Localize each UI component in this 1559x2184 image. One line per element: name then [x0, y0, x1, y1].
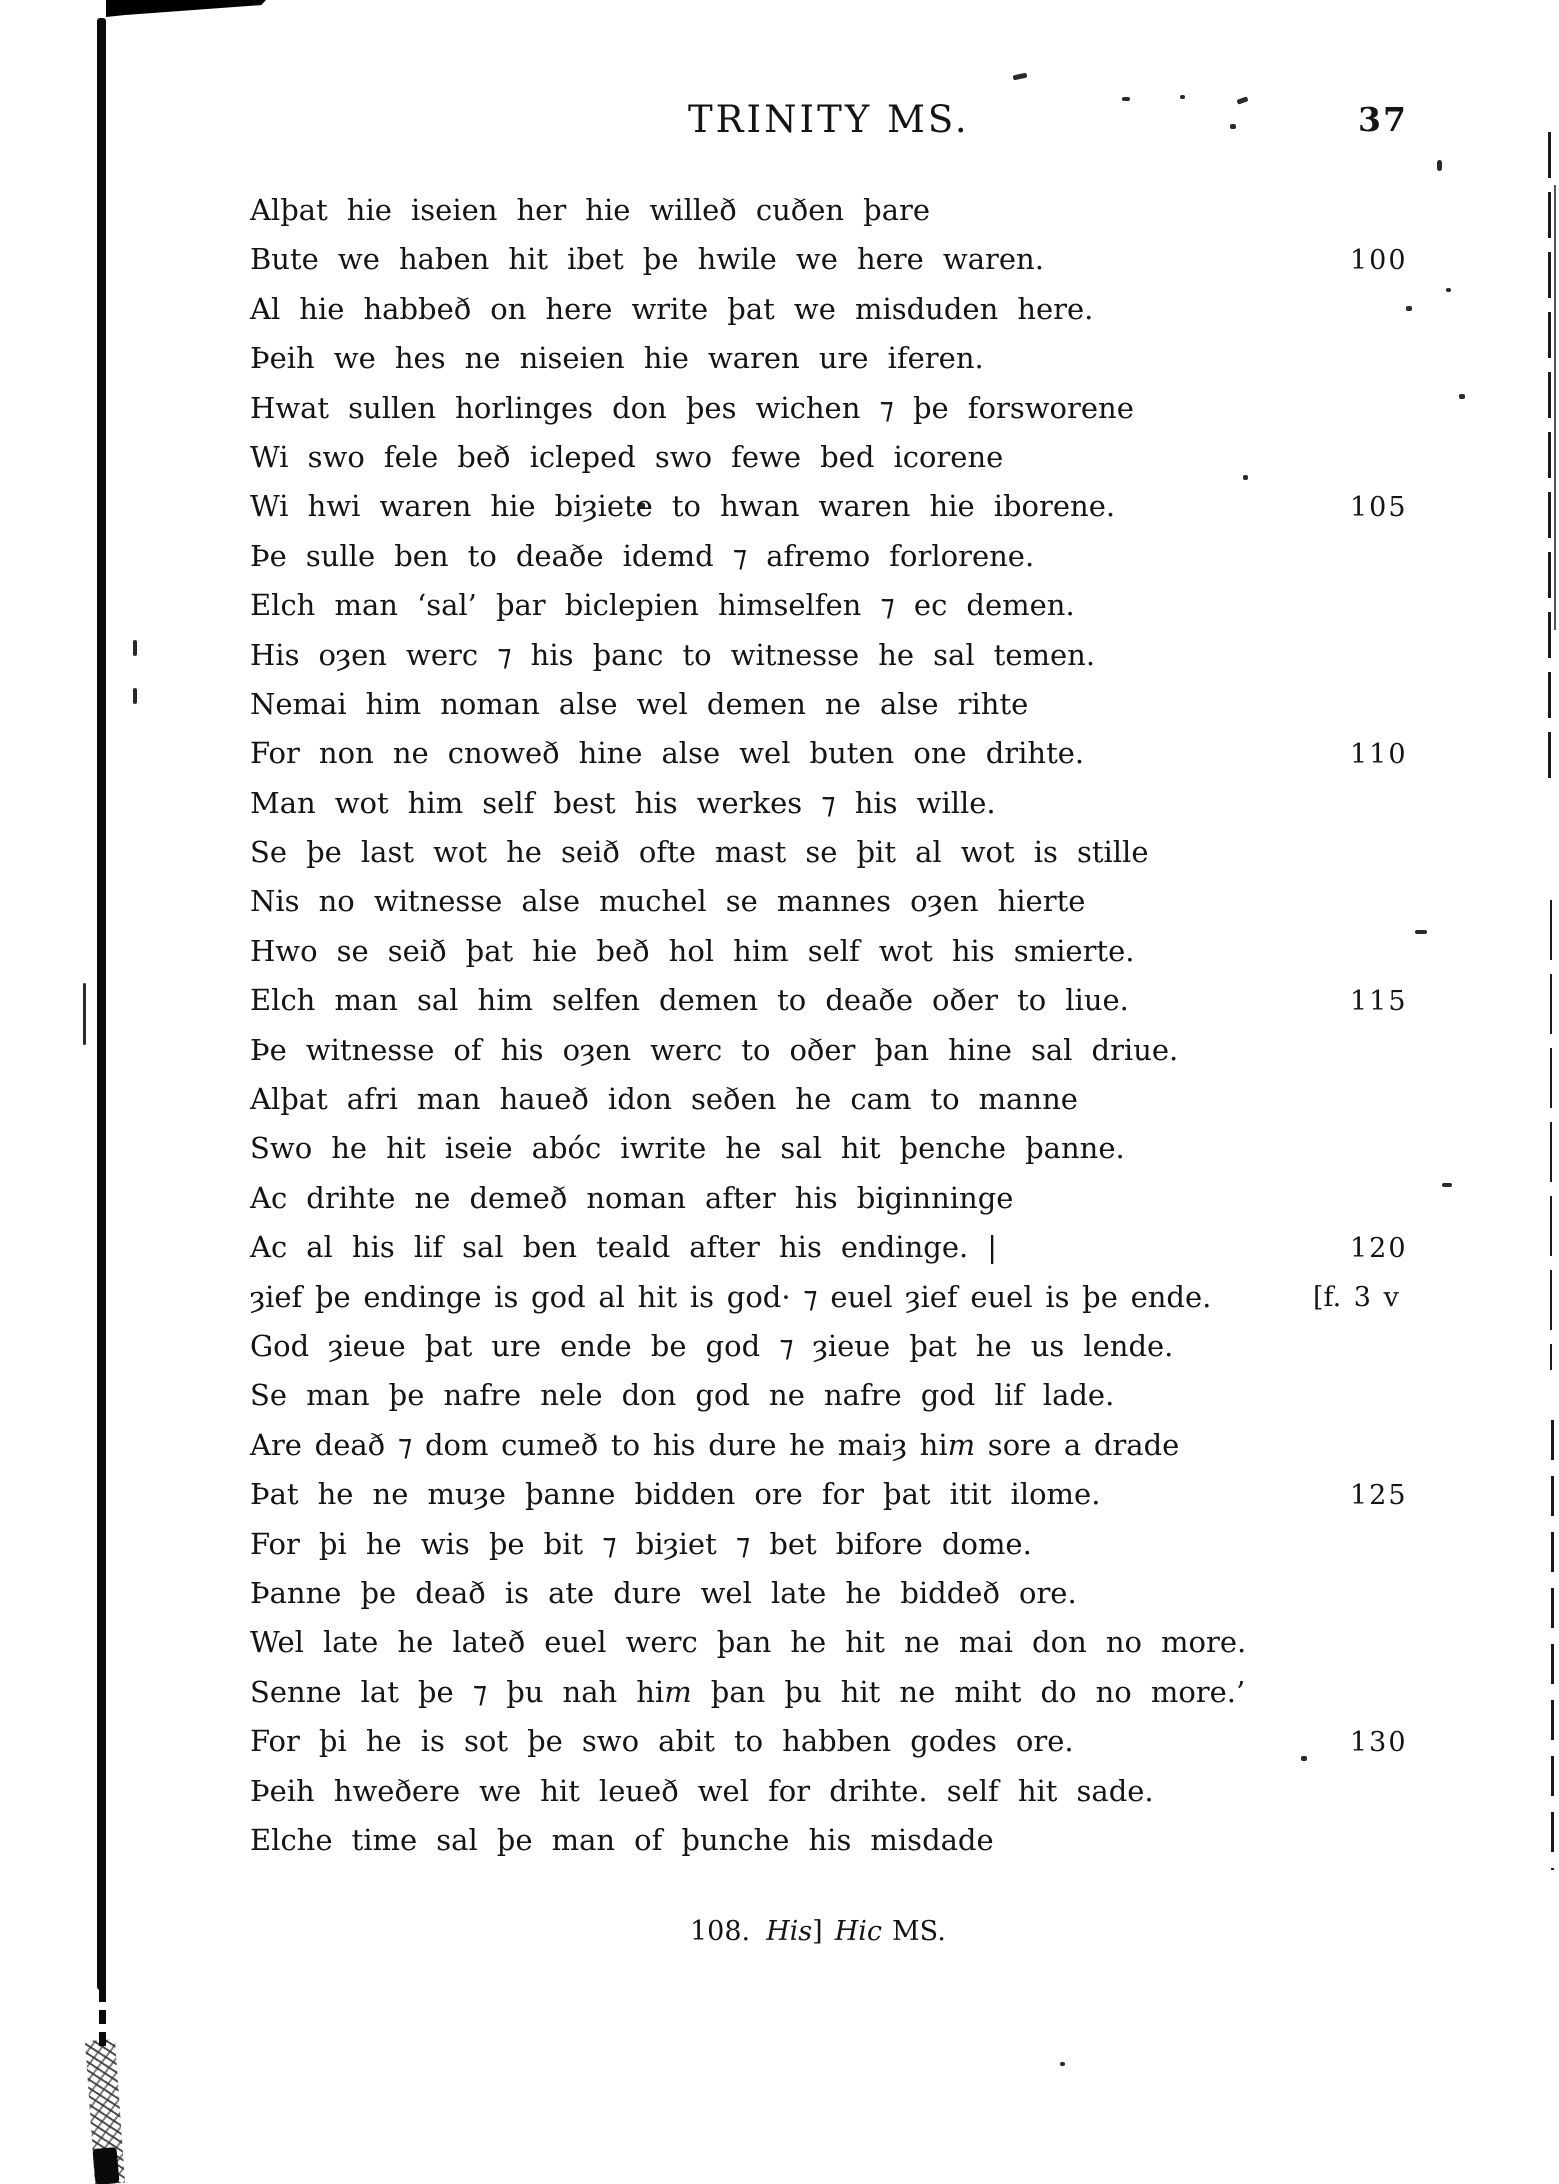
poem-line [250, 729, 1490, 778]
page-edge-line [1550, 900, 1552, 1370]
footnote-siglum: MS. [892, 1916, 946, 1947]
poem-line-text: Nis no witnesse alse muchel se mannes oȝen hierte [250, 884, 1086, 919]
poem-line-text: Ac drihte ne demeð noman after his biginninge [250, 1180, 1014, 1215]
poem-line-text: Þe sulle ben to deaðe idemd ⁊ afremo forlorene. [250, 538, 1035, 573]
poem-line [250, 1767, 1490, 1816]
poem-line [250, 1668, 1490, 1717]
scan-speck [1437, 160, 1442, 171]
poem-line [250, 1075, 1490, 1124]
line-number: 100 [1350, 245, 1408, 277]
line-number: 105 [1350, 492, 1408, 524]
poem-line-text: Wi swo fele beð icleped swo fewe bed icorene [250, 439, 1004, 474]
page-edge-line [1554, 185, 1556, 630]
poem-line-text: Ac al his lif sal ben teald after his endinge. | [250, 1230, 998, 1265]
poem-line [250, 1223, 1490, 1272]
scan-speck [1060, 2062, 1065, 2066]
page-number: 37 [1358, 100, 1408, 139]
poem-line-text [250, 1675, 1245, 1709]
poem-line [250, 1569, 1490, 1618]
poem-line [250, 1124, 1490, 1173]
scan-speck [1122, 97, 1130, 101]
page-edge-line [1551, 1420, 1554, 1870]
poem-line-text: Wi hwi waren hie biȝiete to hwan waren hie iborene. [250, 489, 1116, 524]
poem-line-text: For non ne cnoweð hine alse wel buten one drihte. [250, 736, 1085, 771]
scan-speck [133, 640, 137, 656]
page-title: TRINITY MS. [688, 98, 970, 141]
folio-marker: [f. 3 v [1313, 1281, 1399, 1313]
poem-line [250, 779, 1490, 828]
footnote-line-ref: 108. [690, 1916, 751, 1947]
poem-line-text [250, 1428, 1179, 1462]
line-number: 115 [1350, 986, 1408, 1018]
poem-line-text: Elch man ‘sal’ þar biclepien himselfen ⁊ ec demen. [250, 588, 1075, 623]
poem-line-text: Bute we haben hit ibet þe hwile we here waren. [250, 242, 1044, 277]
scan-speck [1230, 124, 1236, 129]
poem-line-segment: þan þu hit ne miht do no more.’ [691, 1674, 1246, 1709]
poem-line-text: For þi he is sot þe swo abit to habben godes ore. [250, 1724, 1074, 1759]
poem-line [250, 186, 1490, 235]
poem-line-text: Alþat hie iseien her hie willeð cuðen þare [250, 193, 931, 227]
poem-line [250, 334, 1490, 383]
poem-line-text: Elch man sal him selfen demen to deaðe oðer to liue. [250, 983, 1129, 1018]
poem-line-italic-expansion: m [947, 1427, 976, 1462]
scan-gutter-wedge [106, 0, 266, 17]
poem-line-text: His oȝen werc ⁊ his þanc to witnesse he sal temen. [250, 637, 1096, 672]
poem-line [250, 482, 1490, 531]
poem-line-text: Swo he hit iseie abóc iwrite he sal hit þenche þanne. [250, 1131, 1125, 1166]
poem-line [250, 877, 1490, 926]
poem-line-text: Þeih hweðere we hit leueð wel for drihte. self hit sade. [250, 1773, 1154, 1808]
poem-line-segment: Senne lat þe ⁊ þu nah hi [250, 1674, 665, 1709]
poem-line [250, 1026, 1490, 1075]
poem-line-text: Hwo se seið þat hie beð hol him self wot his smierte. [250, 933, 1135, 968]
poem-line [250, 680, 1490, 729]
poem-line-text: Se man þe nafre nele don god ne nafre god lif lade. [250, 1378, 1115, 1413]
poem-line [250, 976, 1490, 1025]
scan-speck [1236, 96, 1248, 104]
poem-line-text: Wel late he lateð euel werc þan he hit ne mai don no more. [250, 1625, 1247, 1660]
poem-line-text: Se þe last wot he seið ofte mast se þit al wot is stille [250, 835, 1149, 870]
poem-line [250, 1520, 1490, 1569]
poem-line [250, 1371, 1490, 1420]
poem-line-segment: sore a drade [975, 1427, 1180, 1462]
poem-line [250, 631, 1490, 680]
poem-line-text: Þeih we hes ne niseien hie waren ure iferen. [250, 341, 984, 376]
poem-line-text: Elche time sal þe man of þunche his misdade [250, 1822, 994, 1857]
poem-line-text: ȝief þe endinge is god al hit is god· ⁊ euel ȝief euel is þe ende. [250, 1279, 1212, 1314]
poem-line [250, 1273, 1490, 1322]
footnote-ms-reading: Hic [834, 1916, 883, 1947]
poem-line [250, 1174, 1490, 1223]
poem-line [250, 532, 1490, 581]
poem-line-segment: Are deað ⁊ dom cumeð to his dure he maiȝ hi [250, 1427, 948, 1462]
poem-line [250, 235, 1490, 284]
poem-line-text: Alþat afri man haueð idon seðen he cam to manne [250, 1082, 1078, 1117]
poem-line [250, 927, 1490, 976]
line-number: 130 [1350, 1727, 1408, 1759]
poem-line [250, 581, 1490, 630]
poem-line [250, 828, 1490, 877]
poem-line [250, 1618, 1490, 1667]
scan-noise-blob [92, 2147, 119, 2184]
poem-line-text: Al hie habbeð on here write þat we misduden here. [250, 291, 1094, 326]
footnote-lemma: His [766, 1916, 813, 1947]
poem-line [250, 433, 1490, 482]
poem-line-text: For þi he wis þe bit ⁊ biȝiet ⁊ bet bifore dome. [250, 1526, 1032, 1561]
scan-gutter-line [97, 18, 106, 1990]
poem-line [250, 1322, 1490, 1371]
poem-text [250, 186, 1490, 1865]
poem-line-text: Þe witnesse of his oȝen werc to oðer þan hine sal driue. [250, 1032, 1179, 1067]
line-number: 110 [1350, 739, 1408, 771]
scan-speck [1180, 95, 1185, 99]
scan-speck [133, 688, 137, 704]
poem-line [250, 1717, 1490, 1766]
poem-line-text: Man wot him self best his werkes ⁊ his wille. [250, 785, 996, 820]
poem-line-text: Þat he ne muȝe þanne bidden ore for þat itit ilome. [250, 1477, 1101, 1512]
footnote [690, 1916, 946, 1947]
poem-line [250, 384, 1490, 433]
poem-line-italic-expansion: m [664, 1674, 692, 1709]
poem-line [250, 1816, 1490, 1865]
poem-line [250, 1421, 1490, 1470]
poem-line [250, 285, 1490, 334]
poem-line-text: God ȝieue þat ure ende be god ⁊ ȝieue þat he us lende. [250, 1328, 1174, 1363]
footnote-bracket: ] [812, 1916, 823, 1947]
poem-line [250, 1470, 1490, 1519]
scan-speck [1013, 73, 1028, 81]
line-number: 120 [1350, 1233, 1408, 1265]
scan-speck [83, 983, 86, 1045]
poem-line-text: Þanne þe deað is ate dure wel late he biddeð ore. [250, 1575, 1077, 1610]
poem-line-text: Nemai him noman alse wel demen ne alse rihte [250, 686, 1029, 721]
line-number: 125 [1350, 1480, 1408, 1512]
page-edge-line [1548, 132, 1551, 782]
poem-line-text: Hwat sullen horlinges don þes wichen ⁊ þe forsworene [250, 390, 1134, 425]
